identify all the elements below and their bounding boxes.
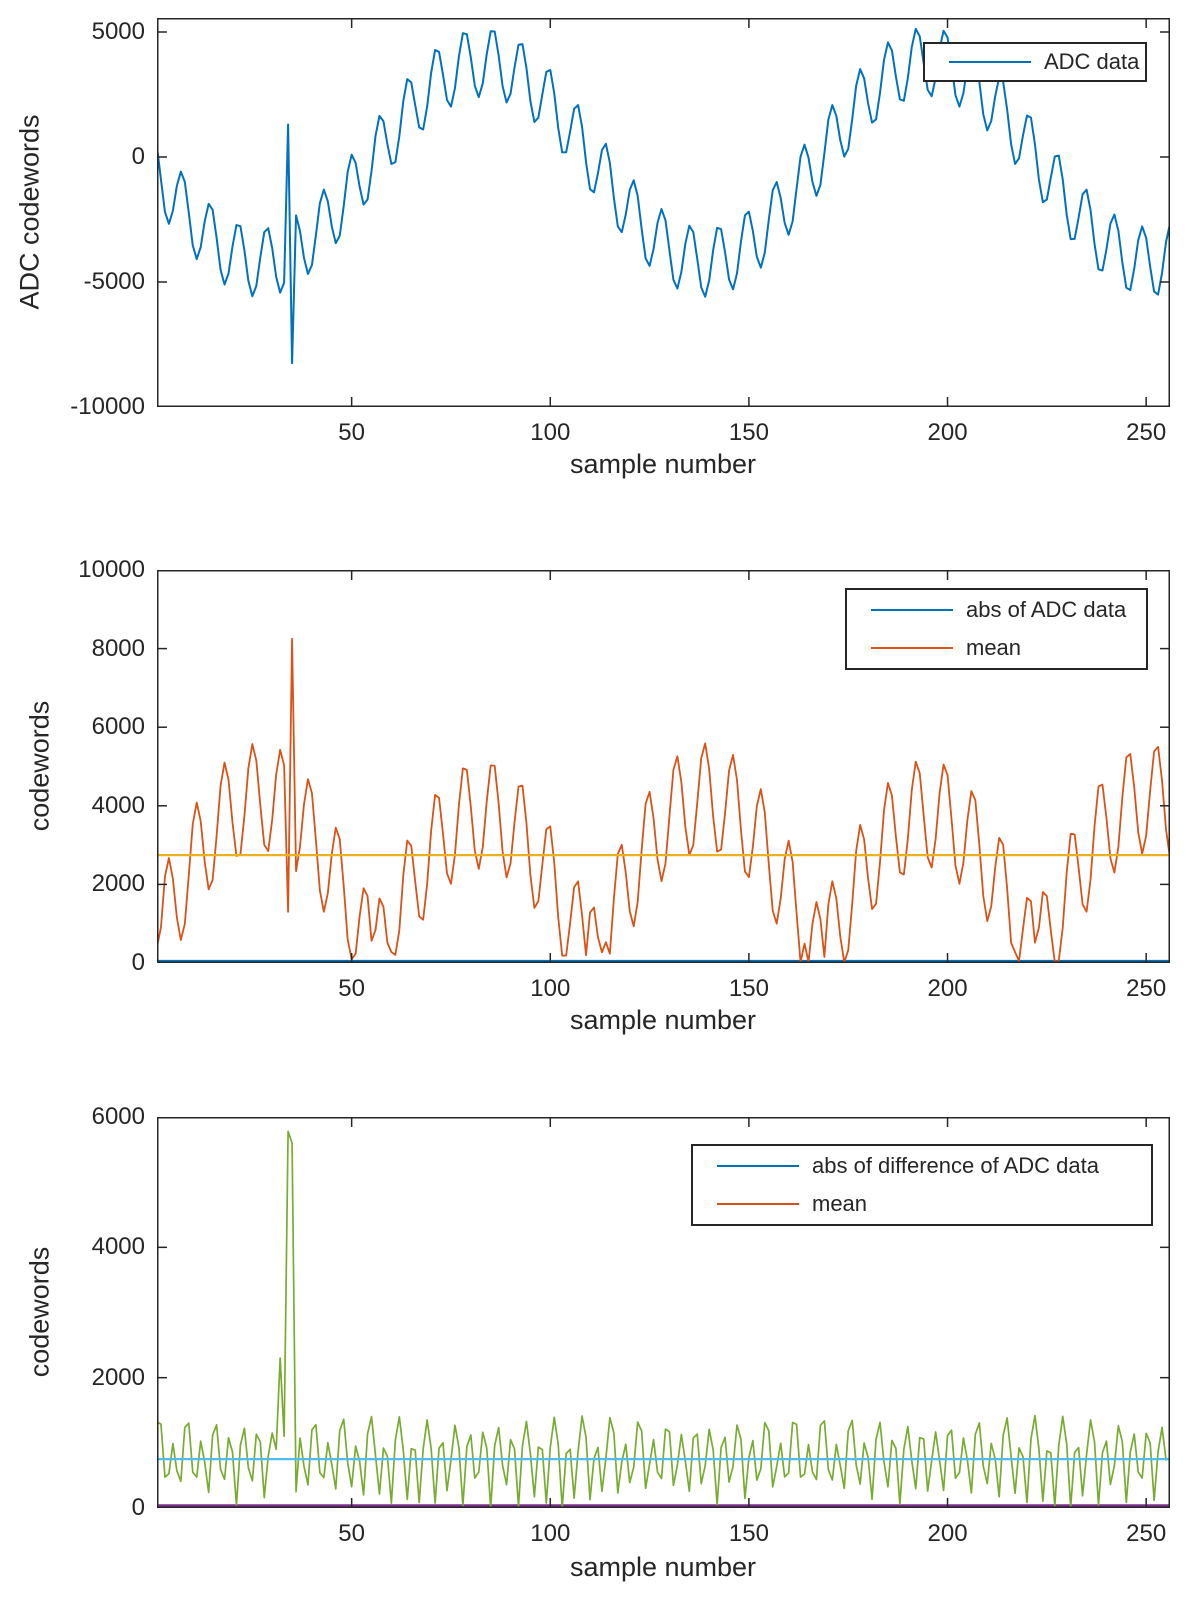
x-tick-label: 50 (338, 975, 365, 1002)
y-axis-label-3: codewords (24, 1246, 55, 1378)
legend-label: ADC data (1044, 49, 1140, 74)
y-tick-label: 0 (131, 949, 145, 976)
y-tick-label: 6000 (91, 713, 145, 741)
legend-label: mean (966, 635, 1022, 660)
legend-entry (847, 629, 1146, 667)
x-tick-label: 100 (530, 1520, 571, 1547)
x-tick-label: 200 (927, 1520, 968, 1547)
legend-line-sample (871, 647, 953, 650)
legend-entry (693, 1147, 1151, 1185)
y-axis-label-2: codewords (24, 700, 55, 832)
y-tick-label: 0 (131, 143, 145, 170)
y-tick-label: -5000 (83, 268, 145, 295)
legend-label: abs of ADC data (966, 597, 1127, 622)
legend-line-sample (717, 1203, 799, 1206)
y-tick-label: 8000 (91, 634, 145, 662)
y-axis-label-1: ADC codewords (14, 114, 45, 310)
x-tick-label: 250 (1126, 975, 1167, 1002)
legend-entry (847, 591, 1146, 629)
x-tick-label: 200 (927, 419, 968, 446)
legend-entry (693, 1185, 1151, 1223)
y-tick-label: 10000 (78, 556, 145, 583)
y-tick-label: 0 (131, 1494, 145, 1521)
y-tick-label: 2000 (91, 1363, 145, 1391)
legend-entry (925, 44, 1145, 80)
x-tick-label: 250 (1126, 419, 1167, 446)
legend-plot-3 (691, 1144, 1153, 1226)
legend-line-sample (949, 61, 1031, 64)
x-axis-label-1: sample number (569, 449, 757, 479)
x-tick-label: 50 (338, 1520, 365, 1547)
legend-label: abs of difference of ADC data (812, 1153, 1099, 1178)
y-tick-label: 6000 (91, 1103, 145, 1130)
legend-plot-2 (845, 588, 1148, 670)
x-tick-label: 150 (728, 1520, 769, 1547)
y-tick-label: 5000 (91, 18, 145, 45)
x-tick-label: 250 (1126, 1520, 1167, 1547)
y-tick-label: 4000 (91, 1233, 145, 1261)
y-tick-label: -10000 (70, 393, 145, 420)
legend-plot-1 (923, 42, 1147, 82)
y-tick-label: 2000 (91, 870, 145, 898)
x-tick-label: 150 (728, 419, 769, 446)
x-axis-label-2: sample number (569, 1005, 757, 1035)
legend-line-sample (717, 1165, 799, 1168)
x-tick-label: 100 (530, 419, 571, 446)
legend-label: mean (812, 1191, 868, 1216)
x-tick-label: 50 (338, 419, 365, 446)
x-tick-label: 150 (728, 975, 769, 1002)
legend-line-sample (871, 609, 953, 612)
x-axis-label-3: sample number (569, 1552, 757, 1582)
x-tick-label: 100 (530, 975, 571, 1002)
y-tick-label: 4000 (91, 791, 145, 819)
x-tick-label: 200 (927, 975, 968, 1002)
